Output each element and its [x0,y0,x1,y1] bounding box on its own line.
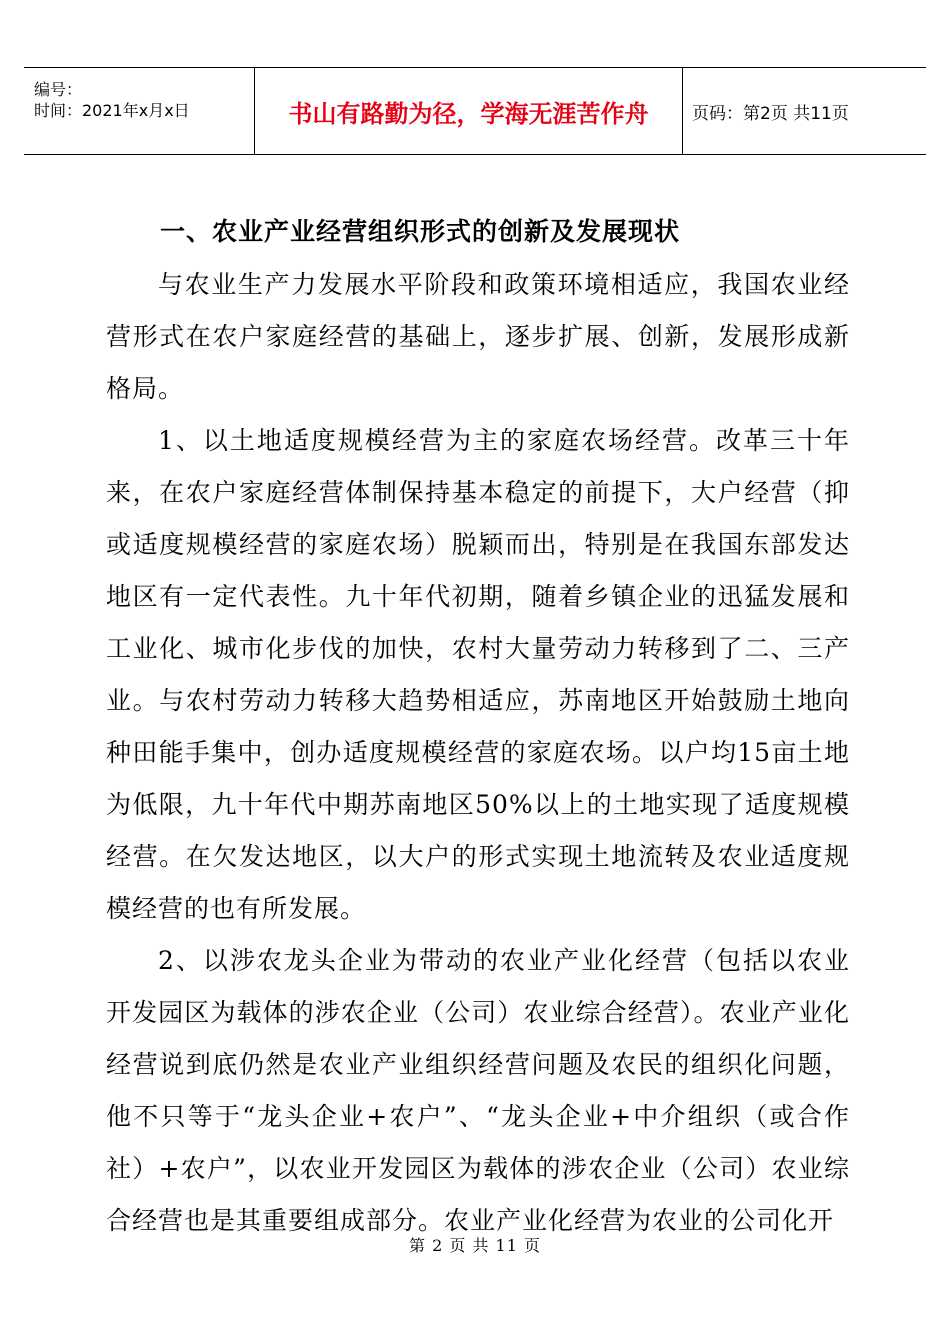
document-header [24,67,926,155]
paragraph: 2、以涉农龙头企业为带动的农业产业化经营（包括以农业开发园区为载体的涉农企业（公司）农业综合经营）。农业产业化经营说到底仍然是农业产业组织经营问题及农民的组织化问题，他不只等于“龙头企业+农户”、“龙头企业+中介组织（或合作社）+农户”，以农业开发园区为载体的涉农企业（公司）农业综合经营也是其重要组成部分。农业产业化经营为农业的公司化开 [106,946,850,1235]
section-heading: 一、农业产业经营组织形式的创新及发展现状 [160,217,681,246]
header-divider [682,67,683,155]
header-motto: 书山有路勤为径，学海无涯苦作舟 [288,99,649,128]
document-body [106,205,850,1247]
header-page-info: 页码：第2页 共11页 [692,103,849,124]
paragraph: 1、以土地适度规模经营为主的家庭农场经营。改革三十年来，在农户家庭经营体制保持基本稳定的前提下，大户经营（抑或适度规模经营的家庭农场）脱颖而出，特别是在我国东部发达地区有一定代表性。九十年代初期，随着乡镇企业的迅猛发展和工业化、城市化步伐的加快，农村大量劳动力转移到了二、三产业。与农村劳动力转移大趋势相适应，苏南地区开始鼓励土地向种田能手集中，创办适度规模经营的家庭农场。以户均15亩土地为低限，九十年代中期苏南地区50%以上的土地实现了适度规模经营。在欠发达地区，以大户的形式实现土地流转及农业适度规模经营的也有所发展。 [106,426,850,923]
header-meta [34,79,249,121]
document-time: 时间：2021年x月x日 [34,101,190,120]
page-footer: 第 2 页 共 11 页 [409,1236,541,1255]
document-number-label: 编号： [34,80,83,99]
paragraph: 与农业生产力发展水平阶段和政策环境相适应，我国农业经营形式在农户家庭经营的基础上，逐步扩展、创新，发展形成新格局。 [106,270,850,403]
